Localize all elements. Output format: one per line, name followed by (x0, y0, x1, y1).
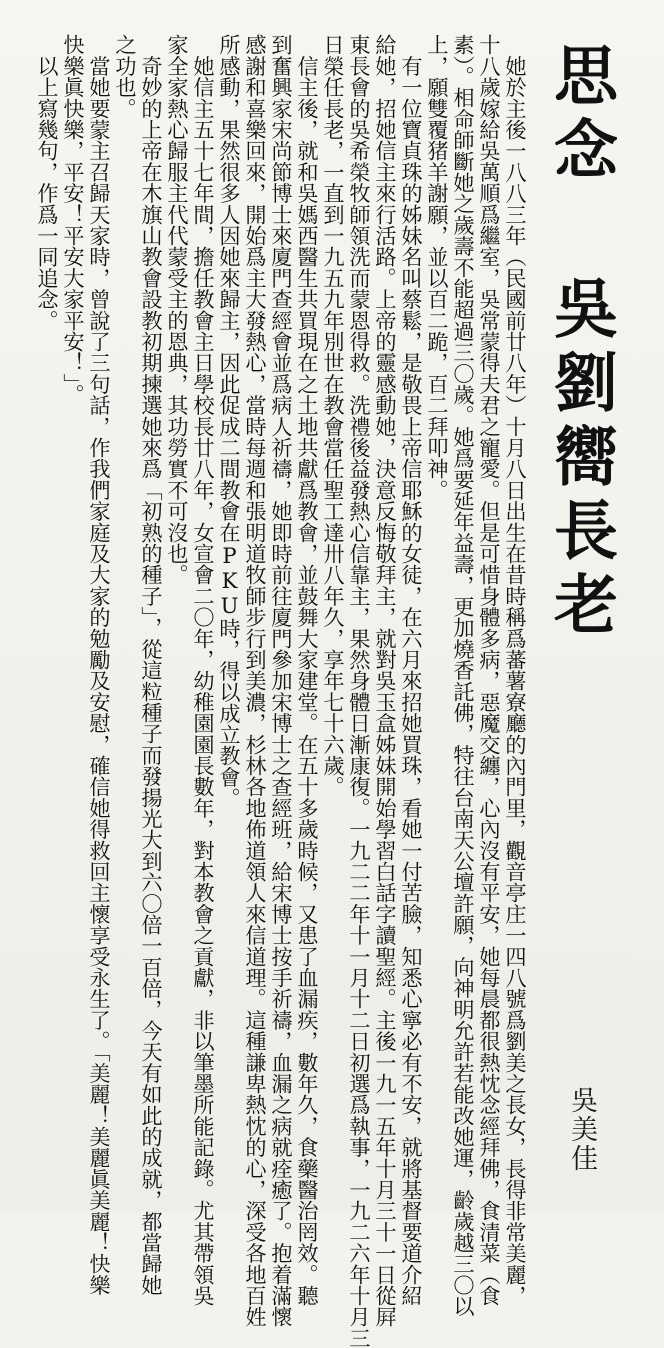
body-column: 信主後，就和吳媽西醫生共買現在之土地共獻爲教會，並鼓舞大家建堂。在五十多歲時候，又患了血漏疾，數年久，食藥醫治罔效。聽 (295, 34, 320, 1306)
body-column: 之功也。 (113, 34, 138, 119)
body-column: 家全家熱心歸服主代代蒙受主的恩典，其功勞實不可沒也。 (165, 34, 190, 586)
body-column: 所感動，果然很多人因她來歸主，因此促成二間教會在PKU時，得以成立教會。 (217, 34, 242, 809)
article-body (26, 34, 528, 1348)
body-column: 奇妙的上帝在木旗山教會設教初期揀選她來爲「初熟的種子」，從這粒種子而發揚光大到六〇倍一百倍，今天有如此的成就，都當歸她 (139, 34, 164, 1296)
body-column: 她於主後一八八三年（民國前廿八年）十月八日出生在昔時稱爲蕃薯寮廳的內門里，觀音亭庄一四八號爲劉美之長女，長得非常美麗， (503, 34, 528, 1306)
body-column: 上，願雙覆猪羊謝願，並以百二跪，百二拜叩神。 (425, 34, 450, 501)
body-column: 當她要蒙主召歸天家時，曾說了三句話，作我們家庭及大家的勉勵及安慰，確信她得救回主懷享受永生了。「美麗！美麗眞美麗！快樂 (87, 34, 112, 1296)
author-name: 吳美佳 (566, 1086, 597, 1173)
body-column: 有一位寶貞珠的姊妹名叫蔡鬆，是敬畏上帝信耶穌的女徒，在六月來招她買珠，看她一付苦臉，知悉心寧必有不安，就將基督要道介紹 (399, 34, 424, 1306)
article-title: 思念 吳劉嚮長老 (543, 42, 618, 645)
body-column: 以上寫幾句，作爲一同追念。 (35, 34, 60, 331)
body-column: 日榮任長老，一直到一九五九年別世在教會當任聖工達卅八年久，享年七十六歲。 (321, 34, 346, 798)
body-column: 十八歲嫁給吳萬順爲繼室，吳常蒙得夫君之寵愛。但是可惜身體多病，惡魔交纏，心內沒有平安，她每晨都很熱忱念經拜佛，食清菜（食 (477, 34, 502, 1306)
body-column: 到奮興家宋尚節博士來廈門查經會並爲病人祈禱，她即時前往廈門參加宋博士之查經班，給宋博士按手祈禱，血漏之病就痊癒了。抱着滿懷 (269, 34, 294, 1328)
body-column: 她信主五十七年間，擔任教會主日學校長廿八年，女宣會二〇年，幼稚園園長數年，對本教會之貢獻，非以筆墨所能記錄。尤其帶領吳 (191, 34, 216, 1306)
body-column: 給她，招她信主來行活路。上帝的靈感動她，決意反悔敬拜主，就對吳玉盒姊妹開始學習白話字讀聖經。主後一九一五年十月三十一日從屛 (373, 34, 398, 1328)
body-column: 素）。相命師斷她之歲壽不能超過三〇歲。她爲要延年益壽，更加燒香託佛，特往台南天公壇許願，向神明允許若能改她運，齡歲越三〇以 (451, 34, 476, 1317)
body-column: 感謝和喜樂回來，開始爲主大發熱心，當時每週和張明道牧師步行到美濃，杉林各地佈道領人來信道理。這種謙卑熱忱的心，深受各地百姓 (243, 34, 268, 1328)
body-column: 快樂眞快樂，平安！平安大家平安！」。 (61, 34, 86, 405)
body-column: 東長會的吳希榮牧師領洗而蒙恩得救。洗禮後益發熱心信靠主，果然身體日漸康復。一九二二年十一月十二日初選爲執事，一九二六年十月三 (347, 34, 372, 1348)
